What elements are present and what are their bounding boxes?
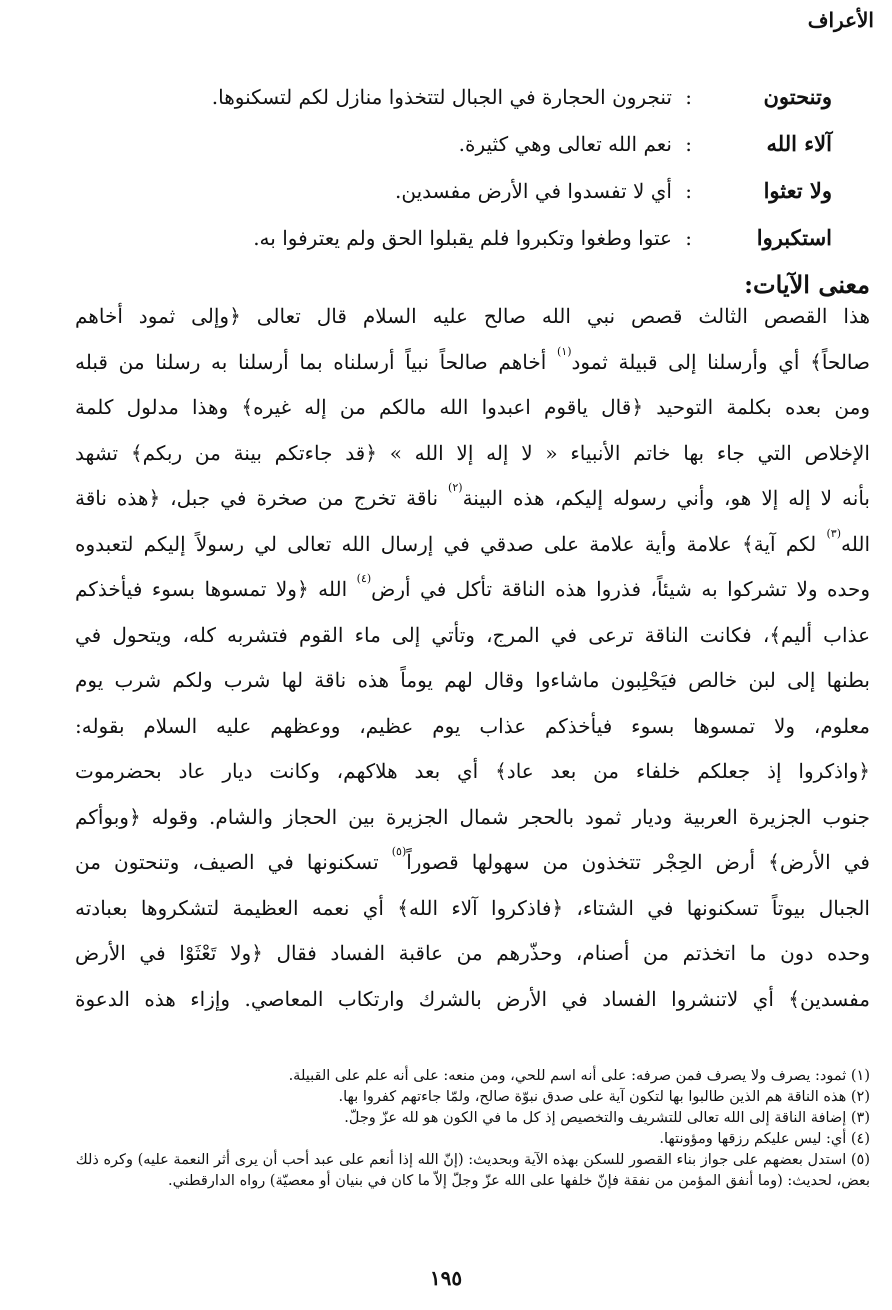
line-text: مفسدين﴾ أي لاتنشروا الفساد في الأرض بالشرك وارتكاب المعاصي. وإزاء هذه الدعوة bbox=[75, 986, 870, 1011]
line-text: هذا القصص الثالث قصص نبي الله صالح عليه السلام قال تعالى ﴿وإلى ثمود أخاهم bbox=[75, 304, 870, 328]
line-text: الله bbox=[841, 531, 870, 556]
body-line bbox=[75, 476, 870, 522]
footnote: (١) ثمود: يصرف ولا يصرف فمن صرفه: على أنه اسم للحي، ومن منعه: على أنه علم على القبيلة. bbox=[288, 1068, 870, 1084]
line-text: وحده دون ما اتخذتم من أصنام، وحذّرهم من عاقبة الفساد فقال ﴿ولا تَعْثَوْا في الأرض bbox=[75, 941, 870, 965]
line-text: بأنه لا إله إلا هو، وأني رسوله إليكم، هذه البينة bbox=[462, 486, 870, 510]
line-text: ناقة تخرج من صخرة في جبل، ﴿هذه ناقة bbox=[75, 486, 449, 510]
vocab-colon: : bbox=[685, 179, 692, 203]
footnote: (٥) استدل بعضهم على جواز بناء القصور للسكن بهذه الآية وبحديث: (إنّ الله إذا أنعم على عبد أحب أن يرى أثر النعمة عليه) وكره ذلك بعض، لحديث: (وما أنفق المؤمن من نفقة فإنّ خلفها على الله عزّ وجلّ إلاّ ما كان في بنيان أو معصيّة) رواه الدارقطني. bbox=[75, 1152, 870, 1189]
body-line bbox=[75, 704, 870, 750]
footnotes bbox=[70, 1066, 870, 1192]
footnote: (٤) أي: ليس عليكم رزقها ومؤونتها. bbox=[659, 1131, 870, 1147]
body-line bbox=[75, 840, 870, 886]
body-line bbox=[75, 795, 870, 841]
vocab-colon: : bbox=[685, 226, 692, 250]
body-line bbox=[75, 385, 870, 431]
body-line bbox=[75, 340, 870, 386]
line-text: ومن بعده بكلمة التوحيد ﴿قال ياقوم اعبدوا الله مالكم من إله غيره﴾ وهذا مدلول كلمة bbox=[75, 395, 870, 419]
footnote-divider bbox=[60, 1062, 880, 1063]
section-heading: معنى الآيات: bbox=[744, 270, 870, 299]
body-line bbox=[75, 977, 870, 1023]
line-text: لكم آية﴾ علامة وأية علامة على صدقي في إرسال الله تعالى لي رسولاً إليكم لتعبدوه bbox=[75, 531, 827, 556]
footnote-marker: (٤) bbox=[356, 572, 372, 585]
line-text: أخاهم صالحاً نبياً أرسلناه بما أرسلنا به رسلنا من قبله bbox=[75, 349, 557, 374]
vocab-row bbox=[72, 178, 832, 225]
footnote-marker: (٣) bbox=[826, 526, 841, 540]
vocab-row bbox=[72, 84, 832, 131]
body-line bbox=[75, 886, 870, 932]
footnote: (٢) هذه الناقة هم الذين طالبوا بها لتكون آية على صدق نبوّة صالح، ولمّا جاءتهم كفروا بها. bbox=[338, 1089, 870, 1105]
line-text: في الأرض﴾ أرض الحِجْر تتخذون من سهولها قصوراً bbox=[406, 850, 870, 874]
line-text: جنوب الجزيرة العربية وديار ثمود بالحجر شمال الجزيرة بين الحجاز والشام. وقوله ﴿وبوأكم bbox=[75, 804, 870, 829]
body-line bbox=[75, 522, 870, 568]
body-line bbox=[75, 613, 870, 659]
line-text: الإخلاص التي جاء بها خاتم الأنبياء « لا إله إلا الله » ﴿قد جاءتكم بينة من ربكم﴾ تشهد bbox=[75, 440, 870, 465]
line-text: عذاب أليم﴾، فكانت الناقة ترعى في المرج، وتأتي إلى ماء القوم فتشربه كله، ويتحول في bbox=[75, 622, 870, 647]
footnote-marker: (٢) bbox=[448, 481, 463, 494]
line-text: بطنها إلى لبن خالص فيَحْلِبون ماشاءوا وقال لهم يوماً هذه ناقة لها شرب ولكم شرب يوم bbox=[75, 668, 870, 692]
vocab-definition: تنجرون الحجارة في الجبال لتتخذوا منازل لكم لتسكنوها. bbox=[211, 85, 672, 109]
line-text: الجبال بيوتاً تسكنونها في الشتاء، ﴿فاذكروا آلاء الله﴾ أي نعمه العظيمة لتشكروها بعبادته bbox=[75, 895, 870, 920]
footnote-marker: (٥) bbox=[391, 845, 407, 858]
line-text: معلوم، ولا تمسوها بسوء فيأخذكم عذاب يوم عظيم، ووعظهم عليه السلام بقوله: bbox=[75, 713, 870, 738]
line-text: وحده ولا تشركوا به شيئاً، فذروا هذه الناقة تأكل في أرض bbox=[371, 577, 870, 601]
vocab-row bbox=[72, 225, 832, 272]
body-line bbox=[75, 431, 870, 477]
vocab-definition: عتوا وطغوا وتكبروا فلم يقبلوا الحق ولم يعترفوا به. bbox=[253, 226, 672, 250]
body-line bbox=[75, 749, 870, 795]
line-text: الله ﴿ولا تمسوها بسوء فيأخذكم bbox=[75, 577, 357, 601]
body-line bbox=[75, 931, 870, 977]
vocab-term: وتنحتون bbox=[763, 84, 832, 109]
body-text bbox=[75, 294, 870, 1022]
vocab-row bbox=[72, 131, 832, 178]
line-text: تسكنونها في الصيف، وتنحتون من bbox=[75, 850, 392, 874]
footnote: (٣) إضافة الناقة إلى الله تعالى للتشريف والتخصيص إذ كل ما في الكون هو لله عزّ وجلّ. bbox=[344, 1110, 870, 1126]
page-number: ١٩٥ bbox=[429, 1266, 463, 1290]
body-line bbox=[75, 294, 870, 340]
line-text: ﴿واذكروا إذ جعلكم خلفاء من بعد عاد﴾ أي بعد هلاكهم، وكانت ديار عاد بحضرموت bbox=[75, 759, 870, 783]
vocab-definition: نعم الله تعالى وهي كثيرة. bbox=[458, 132, 672, 156]
vocab-colon: : bbox=[685, 85, 692, 109]
vocab-term: ولا تعثوا bbox=[763, 178, 832, 203]
vocabulary-list bbox=[72, 84, 832, 272]
body-line bbox=[75, 658, 870, 704]
running-head: الأعراف bbox=[807, 8, 874, 32]
vocab-term: استكبروا bbox=[756, 225, 832, 250]
vocab-definition: أي لا تفسدوا في الأرض مفسدين. bbox=[395, 179, 672, 203]
vocab-colon: : bbox=[685, 132, 692, 156]
footnote-marker: (١) bbox=[556, 344, 572, 358]
vocab-term: آلاء الله bbox=[766, 131, 832, 156]
body-line bbox=[75, 567, 870, 613]
line-text: صالحاً﴾ أي وأرسلنا إلى قبيلة ثمود bbox=[571, 349, 870, 374]
